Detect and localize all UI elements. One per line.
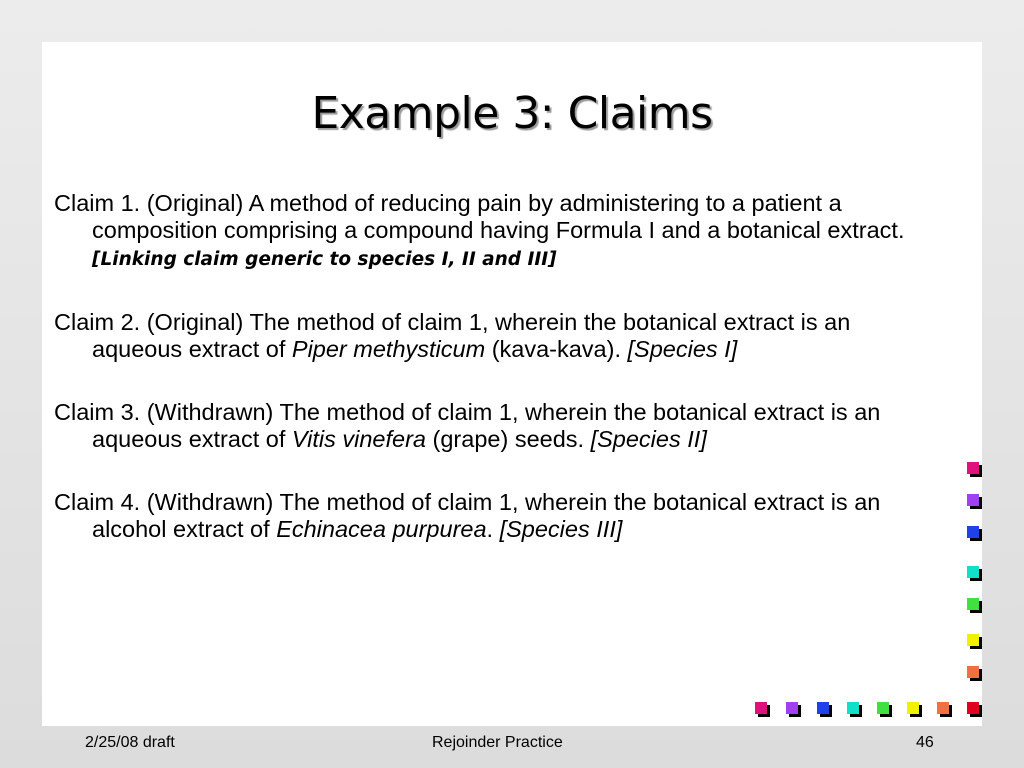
claim-3	[54, 399, 934, 453]
claim-2	[54, 309, 934, 363]
decor-square-h6	[907, 702, 919, 714]
claim-text-end: (kava-kava).	[485, 336, 628, 362]
decor-square-h5	[877, 702, 889, 714]
decor-square-h2	[786, 702, 798, 714]
claims-list	[54, 190, 934, 579]
claim-label: Claim 1. (Original)	[54, 190, 244, 216]
decor-square-v5	[967, 598, 979, 610]
decor-square-v7	[967, 666, 979, 678]
claim-species: Piper methysticum	[291, 336, 486, 362]
claim-tag: [Linking claim generic to species I, II and III]	[92, 249, 557, 270]
claim-text-end: (grape) seeds.	[426, 426, 591, 452]
claim-text: The method of claim 1, wherein the botanical extract is an aqueous extract of	[92, 399, 881, 452]
decor-square-h7	[937, 702, 949, 714]
decor-square-h4	[847, 702, 859, 714]
decor-square-v6	[967, 634, 979, 646]
decor-square-v2	[967, 494, 979, 506]
footer-date: 2/25/08 draft	[85, 734, 175, 751]
footer-title: Rejoinder Practice	[432, 734, 563, 751]
claim-1	[54, 190, 934, 273]
claim-4	[54, 489, 934, 543]
claim-text-end: .	[486, 516, 500, 542]
claim-text: The method of claim 1, wherein the botanical extract is an alcohol extract of	[92, 489, 881, 542]
decor-square-h1	[755, 702, 767, 714]
claim-tag: [Species III]	[499, 516, 623, 542]
claim-species: Echinacea purpurea	[276, 516, 487, 542]
claim-tag: [Species II]	[590, 426, 707, 452]
footer-page-number: 46	[916, 734, 934, 751]
slide-title: Example 3: Claims	[311, 88, 713, 139]
claim-text: The method of claim 1, wherein the botanical extract is an aqueous extract of	[92, 309, 851, 362]
claim-text: A method of reducing pain by administering to a patient a composition comprising a compound having Formula I and a botanical extract.	[92, 190, 905, 243]
decor-square-h3	[817, 702, 829, 714]
decor-square-v4	[967, 566, 979, 578]
claim-tag: [Species I]	[627, 336, 738, 362]
claim-label: Claim 4. (Withdrawn)	[54, 489, 274, 515]
decor-square-v1	[967, 462, 979, 474]
claim-species: Vitis vinefera	[291, 426, 426, 452]
claim-label: Claim 2. (Original)	[54, 309, 244, 335]
decor-square-h8	[967, 702, 979, 714]
claim-label: Claim 3. (Withdrawn)	[54, 399, 274, 425]
decor-square-v3	[967, 526, 979, 538]
